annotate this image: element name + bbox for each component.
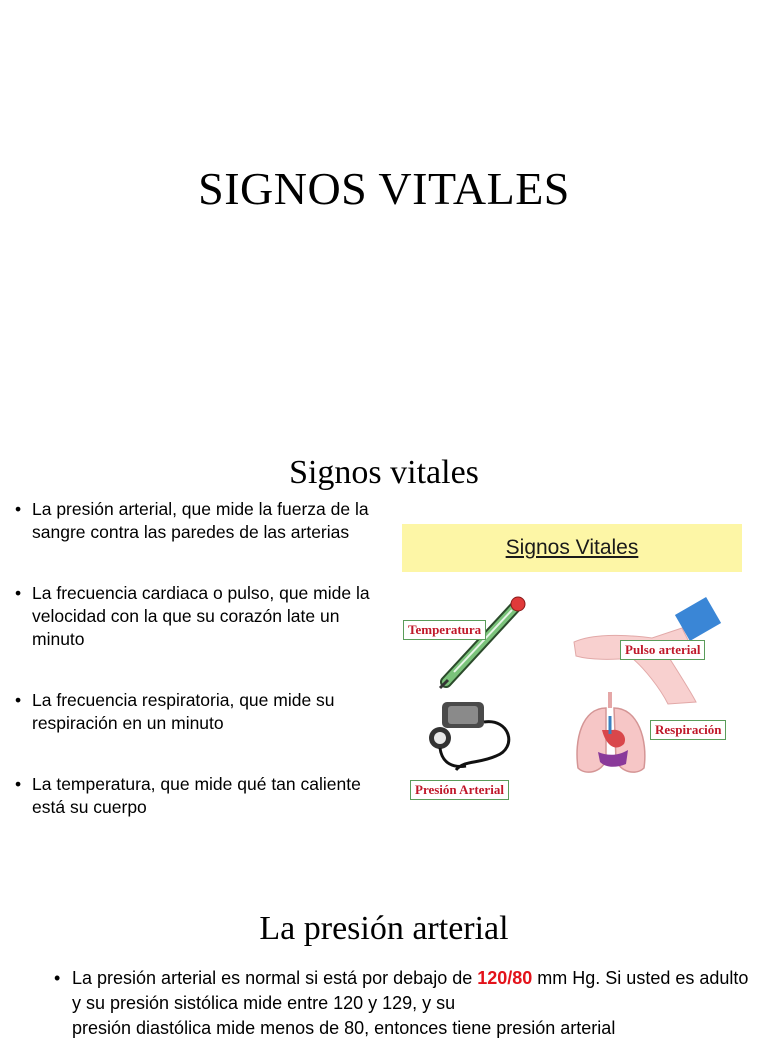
label-presion-arterial: Presión Arterial	[410, 780, 509, 800]
bullet-list	[54, 966, 754, 1041]
page-title: SIGNOS VITALES	[198, 163, 570, 214]
vital-signs-illustration	[396, 520, 742, 820]
bullet-item: • La frecuencia cardiaca o pulso, que mide la velocidad con la que su corazón late un minuto	[14, 582, 374, 651]
slide-title	[0, 0, 768, 420]
banner-title: Signos Vitales	[505, 536, 639, 559]
lungs-icon	[572, 690, 652, 778]
label-temperatura: Temperatura	[403, 620, 486, 640]
slide-presion-arterial	[0, 890, 768, 1038]
slide-heading: La presión arterial	[259, 910, 509, 947]
bullet-item: • La temperatura, que mide qué tan caliente está su cuerpo	[14, 773, 374, 819]
bullet-text: mm Hg. Si usted es adulto y su presión sistólica mide entre 120 y 129, y su	[72, 968, 749, 1013]
thermometer-icon	[426, 594, 536, 690]
bullet-item	[54, 966, 754, 1041]
label-pulso-arterial: Pulso arterial	[620, 640, 705, 660]
bp-threshold-value: 120/80	[477, 968, 533, 988]
label-respiracion: Respiración	[650, 720, 726, 740]
bullet-text: La presión arterial es normal si está por debajo de	[72, 968, 478, 988]
sphygmomanometer-icon	[426, 698, 526, 780]
slide-signos-vitales	[0, 420, 768, 890]
illustration-banner	[402, 524, 742, 572]
bullet-list	[14, 498, 374, 857]
bullet-item: • La frecuencia respiratoria, que mide su respiración en un minuto	[14, 689, 374, 735]
slide-heading: Signos vitales	[289, 454, 479, 491]
bullet-item: • La presión arterial, que mide la fuerza de la sangre contra las paredes de las arterias	[14, 498, 374, 544]
bullet-text: presión diastólica mide menos de 80, entonces tiene presión arterial	[72, 1018, 616, 1038]
